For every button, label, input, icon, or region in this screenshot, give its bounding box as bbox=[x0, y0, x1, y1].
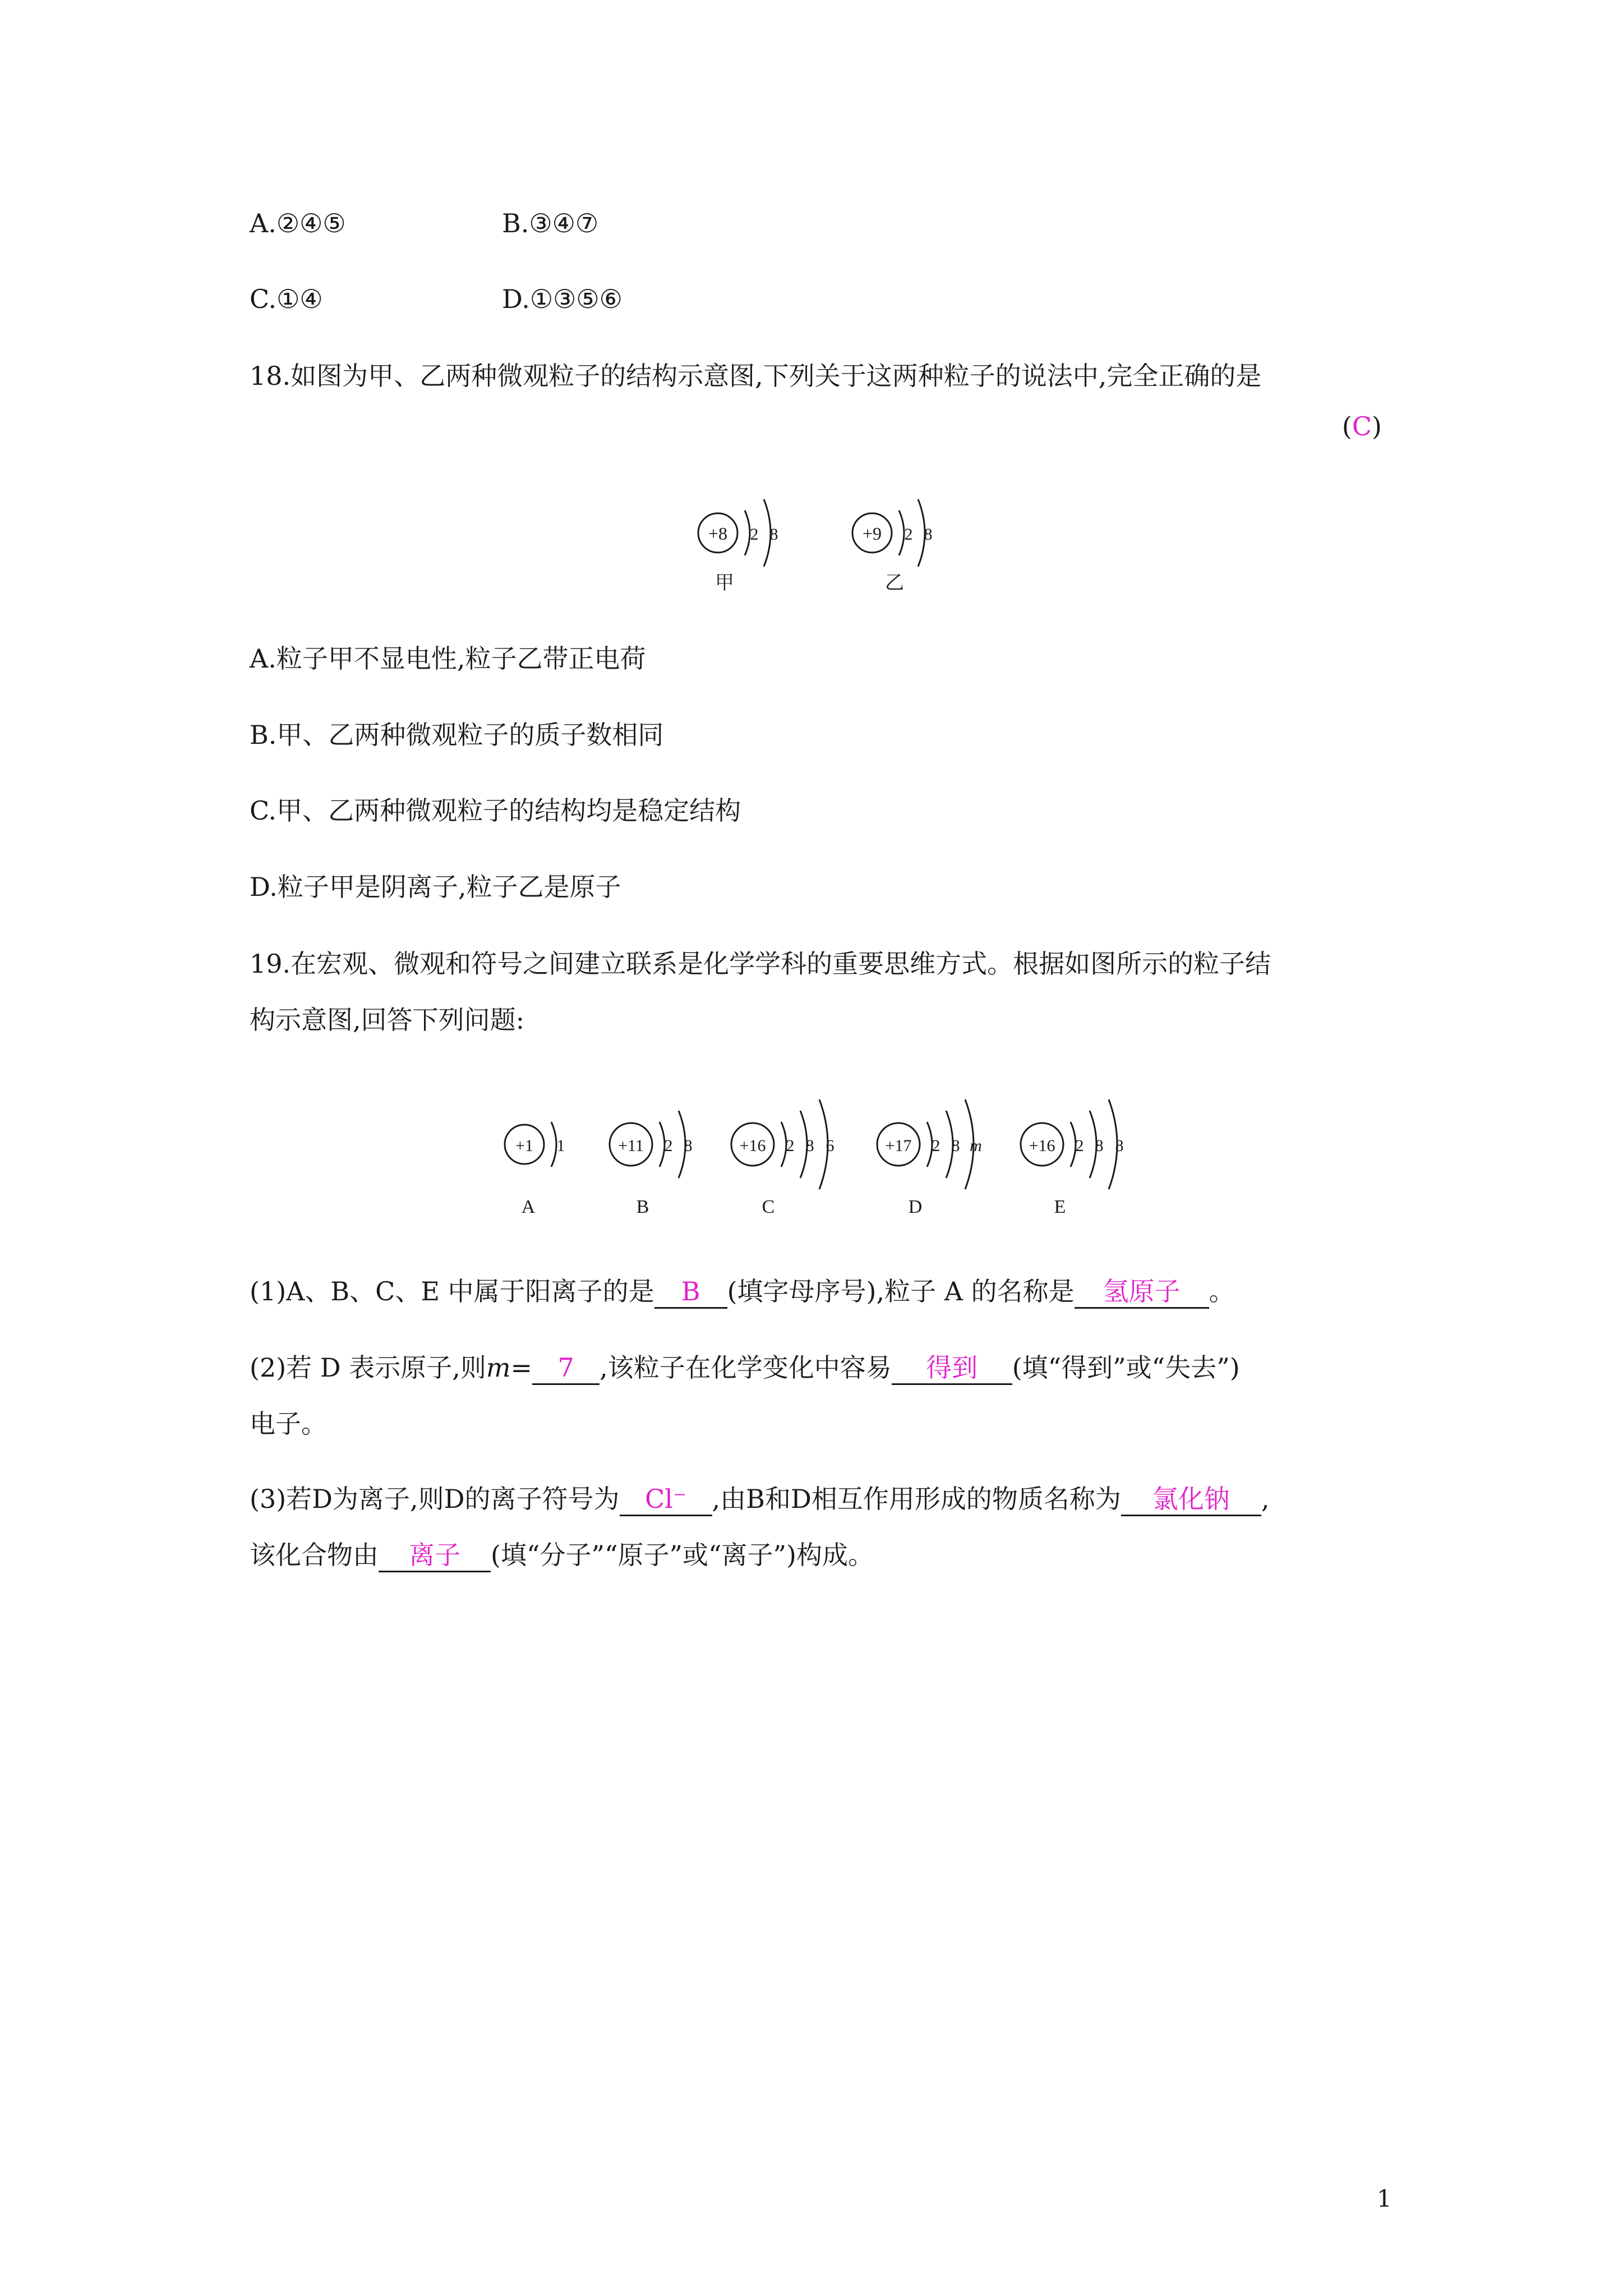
electron-shell bbox=[551, 1122, 556, 1167]
q19-p1-answer2: 氢原子 bbox=[1075, 1276, 1209, 1309]
electron-shell bbox=[899, 510, 904, 555]
q18-answer-paren bbox=[1342, 409, 1382, 443]
particle-label: 甲 bbox=[715, 573, 734, 593]
q19-p2-equals: = bbox=[510, 1352, 533, 1383]
shell-electron-count: 2 bbox=[786, 1137, 795, 1155]
nucleus-charge: +8 bbox=[708, 523, 728, 544]
q19-structure-diagram bbox=[494, 1083, 1155, 1228]
nucleus-charge: +11 bbox=[618, 1137, 644, 1155]
shell-electron-count: 6 bbox=[826, 1137, 834, 1155]
q18-stem: 18.如图为甲、乙两种微观粒子的结构示意图,下列关于这两种粒子的说法中,完全正确的是 bbox=[250, 361, 1262, 391]
q18-option-a: A.粒子甲不显电性,粒子乙带正电荷 bbox=[250, 643, 646, 674]
particle-label: C bbox=[762, 1197, 775, 1217]
q17-option-c: C.①④ bbox=[250, 284, 323, 314]
particle-jia bbox=[698, 499, 778, 593]
particle-label: B bbox=[636, 1197, 649, 1217]
particle-label: 乙 bbox=[885, 573, 904, 593]
shell-electron-count: 8 bbox=[805, 1137, 814, 1155]
q18-option-d: D.粒子甲是阴离子,粒子乙是原子 bbox=[250, 872, 621, 902]
q19-p3-answer2: 氯化钠 bbox=[1121, 1483, 1261, 1516]
particle-label: D bbox=[908, 1197, 923, 1217]
particle-d bbox=[877, 1099, 982, 1217]
nucleus-charge: +17 bbox=[885, 1137, 912, 1155]
particle-a bbox=[505, 1122, 565, 1217]
q19-p1-text1: (1)A、B、C、E 中属于阳离子的是 bbox=[250, 1276, 654, 1306]
q19-p2-text3: (填“得到”或“失去”) bbox=[1012, 1352, 1240, 1383]
particle-yi bbox=[852, 499, 933, 593]
particle-c bbox=[731, 1099, 834, 1217]
particle-label: E bbox=[1054, 1197, 1066, 1217]
nucleus-charge: +1 bbox=[515, 1137, 533, 1155]
q19-p1-text2: (填字母序号),粒子 A 的名称是 bbox=[727, 1276, 1075, 1306]
q18-paren-close: ) bbox=[1372, 411, 1382, 441]
q19-p2-answer1: 7 bbox=[532, 1352, 600, 1385]
q19-part2 bbox=[250, 1351, 1240, 1385]
shell-electron-count: 1 bbox=[556, 1137, 565, 1155]
q19-p1-text3: 。 bbox=[1209, 1276, 1235, 1306]
particle-label: A bbox=[521, 1197, 536, 1217]
q19-p3-text3: , bbox=[1261, 1484, 1270, 1514]
shell-electron-count: 8 bbox=[684, 1137, 693, 1155]
shell-electron-count: 2 bbox=[750, 525, 759, 544]
q19-part3 bbox=[250, 1482, 1269, 1516]
shell-electron-count: 8 bbox=[769, 525, 778, 544]
nucleus-charge: +16 bbox=[1029, 1137, 1055, 1155]
shell-electron-count: 8 bbox=[1115, 1137, 1124, 1155]
nucleus-charge: +16 bbox=[739, 1137, 766, 1155]
q18-answer: C bbox=[1352, 411, 1372, 441]
particle-b bbox=[610, 1111, 693, 1217]
shell-electron-count: 8 bbox=[924, 525, 933, 544]
q17-option-a: A.②④⑤ bbox=[250, 208, 346, 238]
q19-p3-answer1: Cl⁻ bbox=[620, 1483, 712, 1516]
shell-electron-count: 8 bbox=[1095, 1137, 1104, 1155]
q19-p3-text1: (3)若D为离子,则D的离子符号为 bbox=[250, 1484, 620, 1514]
q19-part3-line2 bbox=[250, 1538, 874, 1572]
q19-stem-line2: 构示意图,回答下列问题: bbox=[250, 1005, 525, 1035]
q19-p3-text4: 该化合物由 bbox=[250, 1540, 379, 1570]
q19-p2-text1: (2)若 D 表示原子,则 bbox=[250, 1352, 486, 1383]
shell-electron-count: 2 bbox=[664, 1137, 673, 1155]
shell-electron-count: 2 bbox=[932, 1137, 940, 1155]
shell-electron-count: 2 bbox=[904, 525, 913, 544]
q18-paren-open: ( bbox=[1341, 411, 1352, 441]
q18-option-c: C.甲、乙两种微观粒子的结构均是稳定结构 bbox=[250, 795, 741, 826]
particle-e bbox=[1021, 1099, 1124, 1217]
shell-electron-count: m bbox=[970, 1137, 982, 1155]
q18-option-b: B.甲、乙两种微观粒子的质子数相同 bbox=[250, 720, 664, 750]
q17-option-d: D.①③⑤⑥ bbox=[502, 284, 623, 314]
q19-stem-line1: 19.在宏观、微观和符号之间建立联系是化学学科的重要思维方式。根据如图所示的粒子结 bbox=[250, 949, 1271, 979]
q18-structure-diagram bbox=[673, 482, 965, 600]
q19-part1 bbox=[250, 1274, 1235, 1309]
electron-shell bbox=[745, 510, 750, 555]
q19-p3-text5: (填“分子”“原子”或“离子”)构成。 bbox=[491, 1540, 874, 1570]
page-number: 1 bbox=[1377, 2185, 1392, 2212]
q19-p2-m: m bbox=[486, 1352, 511, 1383]
q19-p2-text2: ,该粒子在化学变化中容易 bbox=[600, 1352, 892, 1383]
shell-electron-count: 2 bbox=[1075, 1137, 1084, 1155]
q19-p3-text2: ,由B和D相互作用形成的物质名称为 bbox=[712, 1484, 1121, 1514]
q19-p1-answer1: B bbox=[654, 1276, 727, 1309]
q19-p2-answer2: 得到 bbox=[892, 1352, 1012, 1385]
q19-part2-line2: 电子。 bbox=[250, 1409, 327, 1439]
nucleus-charge: +9 bbox=[862, 523, 882, 544]
q17-option-b: B.③④⑦ bbox=[502, 208, 599, 238]
q19-p3-answer3: 离子 bbox=[379, 1539, 491, 1572]
shell-electron-count: 8 bbox=[951, 1137, 960, 1155]
